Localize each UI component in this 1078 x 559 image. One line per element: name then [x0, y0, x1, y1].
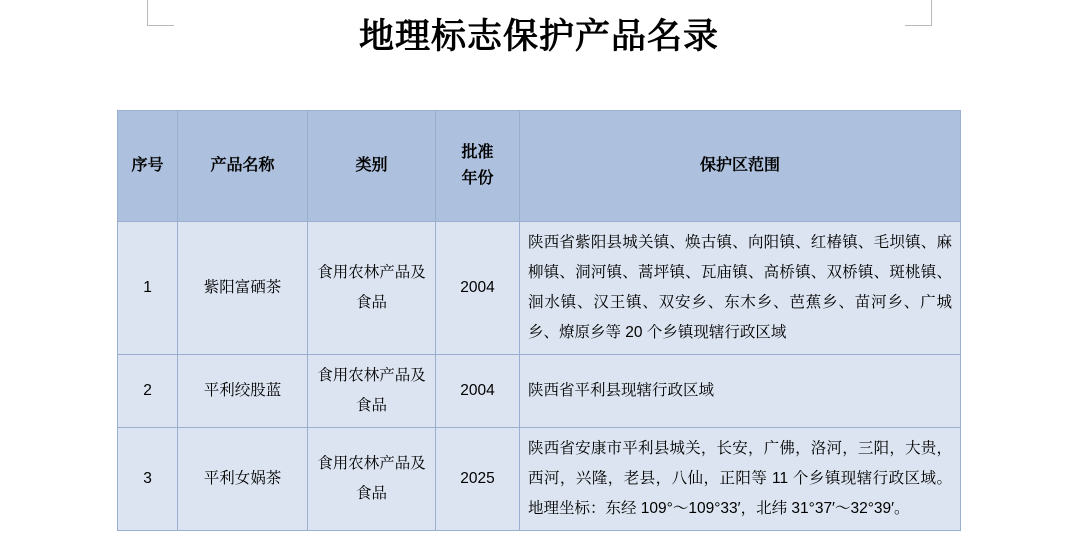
column-header-product-name: 产品名称: [178, 111, 308, 222]
cell-index: 2: [118, 355, 178, 428]
column-header-category: 类别: [308, 111, 436, 222]
table-header: [118, 111, 961, 222]
cell-category: 食用农林产品及食品: [308, 355, 436, 428]
cell-category: 食用农林产品及食品: [308, 222, 436, 355]
table-row: [118, 428, 961, 531]
cell-product-name: 紫阳富硒茶: [178, 222, 308, 355]
cell-category: 食用农林产品及食品: [308, 428, 436, 531]
cell-approval-year: 2004: [436, 222, 520, 355]
cell-product-name: 平利女娲茶: [178, 428, 308, 531]
geographical-indication-table: [117, 110, 961, 531]
column-header-approval-year-line2: 年份: [461, 170, 494, 187]
table-body: [118, 222, 961, 531]
column-header-approval-year-line1: 批准: [461, 144, 494, 161]
cell-scope: 陕西省紫阳县城关镇、焕古镇、向阳镇、红椿镇、毛坝镇、麻柳镇、洞河镇、蒿坪镇、瓦庙镇、高桥镇、双桥镇、斑桃镇、洄水镇、汉王镇、双安乡、东木乡、芭蕉乡、苗河乡、广城乡、燎原乡等 20 个乡镇现辖行政区域: [520, 222, 961, 355]
cell-approval-year: 2004: [436, 355, 520, 428]
table-row: [118, 355, 961, 428]
cell-scope: 陕西省安康市平利县城关，长安，广佛，洛河，三阳，大贵，西河，兴隆，老县，八仙，正阳等 11 个乡镇现辖行政区域。地理坐标：东经 109°～109°33′，北纬 31°37′～32°39′。: [520, 428, 961, 531]
column-header-scope: 保护区范围: [520, 111, 961, 222]
cell-product-name: 平利绞股蓝: [178, 355, 308, 428]
cell-index: 1: [118, 222, 178, 355]
catalog-table-wrapper: [117, 110, 960, 531]
table-header-row: [118, 111, 961, 222]
cell-index: 3: [118, 428, 178, 531]
column-header-approval-year: [436, 111, 520, 222]
table-row: [118, 222, 961, 355]
cell-approval-year: 2025: [436, 428, 520, 531]
page-title: 地理标志保护产品名录: [358, 17, 719, 56]
column-header-index: 序号: [118, 111, 178, 222]
cell-scope: 陕西省平利县现辖行政区域: [520, 355, 961, 428]
